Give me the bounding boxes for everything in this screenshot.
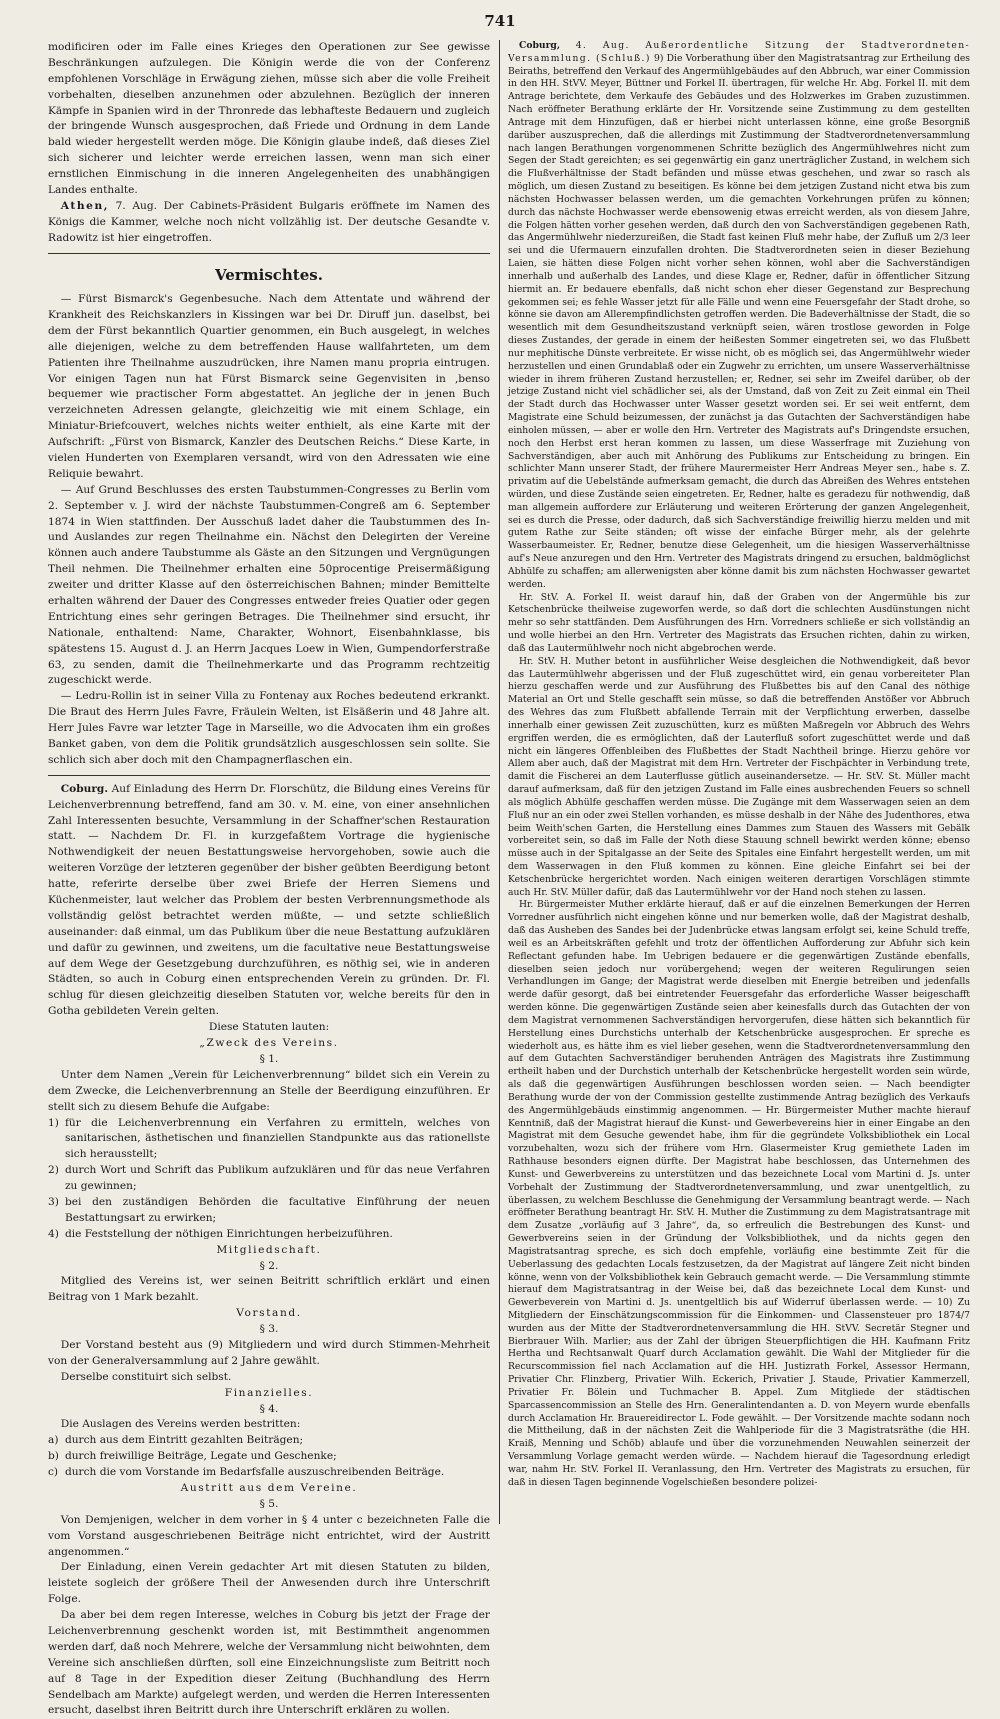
dateline: Coburg. [60,782,109,795]
list-text: für die Leichenverbrennung ein Verfahren zu ermitteln, welches von sanitarischen, ästhetischen und finanziellen Standpunkte aus das rationellste sich herausstellt; [64,1116,490,1161]
article-paragraph: modificiren oder im Falle eines Krieges den Operationen zur See gewisse Beschränkungen aufzulegen. Die Königin werde die von der Conferenz empfohlenen Vorschläge in Erwägung ziehen, müsse sich aber die volle Freiheit vorbehalten, dieselben anzunehmen oder abzulehnen. Bezüglich der inneren Kämpfe in Spanien wird in der Thronrede das lebhafteste Bedauern und zugleich der bringende Wunsch ausgesprochen, daß Friede und Ordnung in dem Lande bald wieder hergestellt werden möge. Die Königin glaube indeß, daß dieses Ziel sich sicherer und leichter werde erreichen lassen, wenn man sich einer ernstlichen Einmischung in die inneren Angelegenheiten des unabhängigen Landes enthalte. [48,41,490,197]
statute-intro: Diese Statuten lauten: [208,1021,330,1034]
article-text: 7. Aug. Der Cabinets-Präsident Bulgaris eröffnete im Namen des Königs die Kammer, welche noch nicht vollzählig ist. Der deutsche Gesandte v. Radowitz ist hier eingetroffen. [48,199,490,244]
article-lead: 4. Aug. Außerordentliche Sitzung der Stadtverordneten-Versammlung. (Schluß.) [508,40,970,64]
statute-list [48,1116,490,1243]
dateline-paragraph [48,199,490,247]
section-rule [48,775,490,776]
statute-list-item [48,1449,490,1465]
statute-list-item [48,1195,490,1227]
list-marker: 3) [48,1195,59,1208]
list-text: durch aus dem Eintritt gezahlten Beiträgen; [64,1434,304,1447]
list-marker: 4) [48,1227,59,1240]
list-text: die Feststellung der nöthigen Einrichtungen herbeizuführen. [64,1227,393,1240]
paragraph-number: § 4. [259,1402,279,1415]
article-paragraph: — Auf Grund Beschlusses des ersten Taubstummen-Congresses zu Berlin vom 2. September v. J. wird der nächste Taubstummen-Congreß am 6. September 1874 in Wien stattfinden. Der Ausschuß ladet daher die Taubstummen des In- und Auslandes zur regen Theilnahme ein. Nächst den Delegirten der Vereine können auch andere Taubstumme als Gäste an den Sitzungen und Vergnügungen Theil nehmen. Die Theilnehmer erhalten eine 50procentige Preisermäßigung zweiter und dritter Klasse auf den österreichischen Bahnen; minder Bemittelte erhalten während der Dauer des Congresses entweder freies Quatier oder gegen Entrichtung eines sehr geringen Betrages. Die Theilnehmer sind ersucht, ihr Nationale, enthaltend: Name, Charakter, Wohnort, Eisenbahnklasse, bis spätestens 15. August d. J. an Herrn Jacques Loew in Wien, Gumpendorferstraße 63, zu senden, damit die Theilnehmerkarte und das Programm rechtzeitig zugeschickt werde. [48,483,490,687]
statute-text: Die Auslagen des Vereins werden bestritten: [60,1418,301,1431]
paragraph-number: § 1. [259,1052,279,1065]
section-heading: Vermischtes. [215,265,323,284]
list-marker: c) [48,1466,59,1479]
column-rule [499,40,500,1524]
dateline-paragraph [508,40,970,592]
article-paragraph: Hr. Bürgermeister Muther erklärte hierauf, daß er auf die einzelnen Bemerkungen der Herren Vorredner ausführlich nicht eingehen könne und nur bemerken wolle, daß der Magistrat deshalb, daß das Ausheben des Sandes bei der Judenbrücke etwas langsam erfolgt sei, keine Schuld treffe, weil es an Arbeitskräften gefehlt und trotz der öffentlichen Aufforderung zur Abfuhr sich kein Reflectant gefunden habe. Im Uebrigen bedauere er die gegenwärtigen Zustände ebenfalls, dieselben seien jedoch nur vorübergehend; wegen der weiteren Regulirungen seien Verhandlungen im Gange; der Magistrat werde dieselben mit Energie betreiben und jedenfalls werde dafür gesorgt, daß bei eintretender Feuersgefahr das erforderliche Wasser beigeschafft werden könne. Die gegenwärtigen Zustände seien aber keinesfalls durch das Gutachten der von dem Magistrat vernommenen Sachverständigen hervorgerufen, diese hätten sich bekanntlich für Herstellung eines Durchstichs unterhalb der Ketschenbrücke ausgesprochen. Er spreche es wiederholt aus, es hätte ihm es viel lieber gesehen, wenn die Stadtverordnetenversammlung den auf dem Gutachten Sachverständiger beruhenden Anträgen des Magistrats ihre Zustimmung ertheilt haben und der Durchstich unterhalb der Ketschenbrücke hergestellt worden sein würde, als daß die gegenwärtigen Ausführungen beschlossen worden seien. — Nach beendigter Berathung wurde der von der Commission gestellte zustimmende Antrag bezüglich des Verkaufs des Angermühlgebäuds einstimmig angenommen. — Hr. Bürgermeister Muther machte hierauf Kenntniß, daß der Magistrat hierauf die Kunst- und Gewerbevereins hier in einer Eingabe an den Magistrat mit dem Gesuche gewendet habe, ihm für die gegründete Volksbibliothek ein Local vorzubehalten, wozu sich der frühere vom Hrn. Glasermeister Krug gemiethete Laden im Rathhause besonders eignen dürfte. Der Magistrat habe beschlossen, das Unternehmen des Kunst- und Gewerbvereins zu unterstützen und das bezeichnete Local vom Martini d. Js. unter Vorbehalt der Zustimmung der Stadtverordnetenversammlung, und zwar unentgeltlich, zu überlassen, zu welchem Beschlusse die Genehmigung der Versammlung beantragt werde. — Nach eröffneter Berathung beantragt Hr. StV. H. Muther die Zustimmung zu dem Magistratsantrage mit dem Zusatze „vorläufig auf 3 Jahre“, da, so erfreulich die Bestrebungen des Kunst- und Gewerbvereins seien in der Gründung der Volksbibliothek, und da nichts gegen den Magistratsantrag spreche, es sich doch empfehle, vorläufig eine bestimmte Zeit für die Ueberlassung des gedachten Locals festzusetzen, da der Magistrat auf längere Zeit nicht binden könne, wenn von der Volksbibliothek kein Gebrauch gemacht werde. — Die Versammlung stimmte hierauf dem Magistratsantrag in der Weise bei, daß das bezeichnete Local dem Kunst- und Gewerbeverein von Martini d. Js. unentgeltlich bis auf Widerruf überlassen werde. — 10) Zu Mitgliedern der Einschätzungscommission für die Einkommen- und Classensteuer pro 1874/7 wurden aus der Mitte der Stadtverordnetenversammlung die HH. StVV. Secretär Stegner und Bierbrauer Wilh. Marlier; aus der Zahl der übrigen Steuerpflichtigen die HH. Kaufmann Fritz Hertha und Rechtsanwalt Quarf durch Acclamation gewählt. Die Wahl der Mitglieder für die Recurscommission fiel nach Acclamation auf die HH. Justizrath Forkel, Assessor Hermann, Privatier Chr. Flinzberg, Privatier Wilh. Eckerich, Privatier J. Staude, Privatier Kammerzell, Privatier Fr. Bölein und Tuchmacher B. Appel. Zum Mitgliede der städtischen Sparcassencommission an Stelle des Hrn. Generalintendanten a. D. von Meyern wurde ebenfalls durch Acclamation Hr. Brauereidirector L. Fode gewählt. — Der Vorsitzende machte sodann noch die Mittheilung, daß in der nächsten Zeit die Wahlperiode für die 3 Magistratsräthe (die HH. Kraiß, Menning und Schöb) ablaufe und über die vorzunehmenden Neuwahlen seinerzeit der Versammlung Vorlage gemacht werden würde. — Nachdem hierauf die Tagesordnung erledigt war, nahm Hr. StV. Forkel II. Veranlassung, den Hrn. Vertreter des Magistrats zu ersuchen, für daß in diesen Tagen beginnende Vogelschießen besondere polizei- [508,899,970,1488]
list-text: durch freiwillige Beiträge, Legate und Geschenke; [64,1450,337,1463]
paragraph-number: § 5. [259,1497,279,1510]
paragraph-number: § 2. [259,1259,279,1272]
left-column [48,40,490,1717]
statute-list-item [48,1227,490,1243]
section-rule [48,253,490,254]
statute-list-item [48,1433,490,1449]
statute-list-item [48,1465,490,1481]
statute-heading: Austritt aus dem Vereine. [180,1481,358,1494]
statute-heading: Finanzielles. [224,1386,314,1399]
paragraph-number: § 3. [259,1323,279,1336]
statute-text: Von Demjenigen, welcher in dem vorher in § 4 unter c bezeichneten Falle die vom Vorstand ausgeschriebenen Beiträge nicht entrichtet, wird der Austritt angenommen.“ [48,1513,490,1558]
article-text: Auf Einladung des Herrn Dr. Florschütz, die Bildung eines Vereins für Leichenverbrennung betreffend, fand am 30. v. M. eine, von einer ansehnlichen Zahl Interessenten besuchte, Versammlung in der Schaffner'schen Restauration statt. — Nachdem Dr. Fl. in kurzgefaßtem Vortrage die hygienische Nothwendigkeit der neuen Bestattungsweise hervorgehoben, sowie auch die weiteren Vorzüge der letzteren gegenüber der bisher geübten Beerdigung betont hatte, referirte derselbe über zwei Briefe der Herren Siemens und Küchenmeister, laut welcher das Problem der besten Verbrennungsmethode als vollständig gelöst betrachtet werden müßte, — und setzte schließlich auseinander: daß einmal, um das Publikum über die neue Bestattung aufzuklären und dafür zu gewinnen, und zweitens, um die facultative neue Bestattungsweise auf dem Wege der Gesetzgebung durchzuführen, es nöthig sei, wie in anderen Städten, so auch in Coburg einen entsprechenden Verein zu gründen. Dr. Fl. schlug für diesen gleichzeitig dieselben Statuten vor, welche bereits für den in Gotha gebildeten Verein gelten. [48,782,490,1018]
list-marker: b) [48,1450,59,1463]
article-paragraph: Hr. StV. H. Muther betont in ausführlicher Weise desgleichen die Nothwendigkeit, daß bevor das Lautermühlwehr abgerissen und der Fluß zugeschüttet wird, ein genau vorbereiteter Plan hierzu geschaffen werde und zur Ausführung des Flußbettes bis auf den Canal des nöthige Material an Ort und Stelle geschafft sein müsse, so daß die betreffenden Anstößer vor Abbruch des Wehres das zum Flußbett abfallende Terrain mit der Verpflichtung erwerben, dasselbe innerhalb einer gewissen Zeit zuzuschütten, kurz es müßten Maßregeln vor Abbruch des Wehrs ergriffen werden, die es ermöglichten, daß der Lauterfluß sofort zugeschüttet werde und daß nicht ein längeres Offenbleiben des Flußbettes der Stadt Nachtheil bringe. Hierzu gehöre vor Allem aber auch, daß der Magistrat mit dem Hrn. Vertreter der Fischpächter in Verbindung trete, damit die Fischerei an dem Lauterflusse gütlich auseinandersetze. — Hr. StV. St. Müller macht darauf aufmerksam, daß für den jetzigen Zustand im Falle eines ausbrechenden Feuers so schnell als möglich Abhülfe geschaffen werden müsse. Die Zugänge mit dem Wasserwagen seien an dem Fluß nur an ein oder zwei Stellen vorhanden, es müsse deshalb in der Nähe des Judenthores, etwa beim Weith'schen Garten, die Herstellung eines Dammes zum Stauen des Wassers mit Gebälk vorbereitet sein, so daß im Falle der Noth diese Stauung schnell bewirkt werden könne; ebenso müsse auch in der Spitalgasse an der Seite des Spitales eine Einfahrt hergestellt werden, um mit dem Wasserwagen in den Fluß kommen zu können. Eine gleiche Einfahrt sei bei der Ketschenbrücke hergerichtet worden. Nach einigen weiteren derartigen Vorschlägen stimmte auch Hr. StV. Müller dafür, daß das Lautermühlwehr vor der Hand noch stehen zu lassen. [508,655,970,898]
list-marker: 2) [48,1164,59,1177]
list-text: durch Wort und Schrift das Publikum aufzuklären und für das neue Verfahren zu gewinnen; [64,1164,490,1193]
article-paragraph: Da aber bei dem regen Interesse, welches in Coburg bis jetzt der Frage der Leichenverbrennung geschenkt worden ist, mit Bestimmtheit angenommen werden darf, daß noch Mehrere, welche der Versammlung nicht beiwohnten, dem Vereine sich anschließen dürften, soll eine Einzeichnungsliste zum Beitritt noch auf 8 Tage in der Expedition dieser Zeitung (Buchhandlung des Herrn Sendelbach am Markte) aufgelegt werden, und werden die Herren Interessenten ersucht, daselbst ihren Beitritt durch ihre Unterschrift erklären zu wollen. [48,1609,490,1717]
dateline: Athen, [60,199,110,212]
article-paragraph: Der Einladung, einen Verein gedachter Art mit diesen Statuten zu bilden, leistete sogleich der größere Theil der Anwesenden durch ihre Unterschrift Folge. [48,1561,490,1606]
statute-text: Derselbe constituirt sich selbst. [60,1370,232,1383]
statute-list-item [48,1163,490,1195]
list-text: bei den zuständigen Behörden die facultative Einführung der neuen Bestattungsart zu erwirken; [64,1195,490,1224]
list-text: durch die vom Vorstande im Bedarfsfalle auszuschreibenden Beiträge. [64,1466,445,1479]
page-number: 741 [484,12,516,30]
dateline-paragraph [48,782,490,1020]
article-paragraph: — Ledru-Rollin ist in seiner Villa zu Fontenay aux Roches bedeutend erkrankt. Die Braut des Herrn Jules Favre, Fräulein Welten, ist Elsäßerin und 48 Jahre alt. Herr Jules Favre war letzter Tage in Marseille, wo die Advocaten ihm ein großes Banket gaben, von dem die Politik grundsätzlich ausgeschlossen sein sollte. Sie schlich sich aber doch mit den Champagnerflaschen ein. [48,690,490,766]
article-text: 9) Die Vorberathung über den Magistratsantrag zur Ertheilung des Beiraths, betreffend den Verkauf des Angermühlgebäudes auf den Abbruch, war einer Commission in den HH. StVV. Meyer, Büttner und Forkel II. übertragen, für welche Hr. Abg. Forkel II. mit dem Antrage berichtete, dem Verkaufe des Gebäudes und des Holzwerkes im Graben zuzustimmen. Nach eröffneter Berathung erklärte der Hr. Vorsitzende seine Zustimmung zu dem gestellten Antrage mit dem Hinzufügen, daß er hierbei nicht unterlassen könne, eine große Besorgniß darüber auszusprechen, daß die allerdings mit Zustimmung der Stadtverordnetenversammlung nach langen Berathungen vorgenommenen Schritte bezüglich des Angermühlwehres nicht zum Segen der Stadt gereichten; es sei gegenwärtig ein ganz unerträglicher Zustand, in welchem sich die Flußverhältnisse der Stadt befänden und müsse etwas geschehen, und zwar so rasch als möglich, um diesen Zustand zu beseitigen. Es könne bei dem jetzigen Zustand nicht etwa bis zum nächsten Hochwasser belassen werden, um die gemachten Vorkehrungen prüfen zu können; durch das nächste Hochwasser werde ebensowenig etwas erreicht werden, als von diesem Jahre, die Folgen hätten vorher gesehen werden, daß durch den von Sachverständigen gegebenen Rath, das Angermühlwehr niederzureißen, die Stadt fast keinen Fluß mehr habe, der Zufluß um 2/3 leer sei und die Ufermauern einzufallen drohten. Die Stadtverordneten seien in dieser Beziehung Laien, sie hätten diese Folgen nicht vorher sehen können, wohl aber die Sachverständigen innerhalb und außerhalb des Landes, und diese Klage er, Redner, dafür in öffentlicher Sitzung hiermit an. Er bedauere ebenfalls, daß nicht schon eher dieser Gegenstand zur Besprechung gekommen sei; es fehle Wasser jetzt für alle Fälle und wenn eine Feuersgefahr der Stadt drohe, so könne sie davon am Allerempfindlichsten getroffen werden. Die Badeverhältnisse der Stadt, die so wesentlich mit dem Gesundheitszustand verknüpft seien, wären trostlose geworden in Folge dieses Zustandes, der gerade in einem der heißesten Sommer eingetreten sei, wo das Flußbett nur mephitische Dünste verbreitete. Er wisse nicht, ob es möglich sei, das Angermühlwehr wieder herzustellen und einen Grundablaß oder ein Zugwehr zu errichten, um unsere Wasserverhältnisse wieder in ihrem früheren Zustand herzustellen; er, Redner, sei sehr im Zweifel darüber, ob der jetzige Zustand nicht viel schädlicher sei, als der Umstand, daß von Zeit zu Zeit einmal ein Theil der Stadt durch das Hochwasser unter Wasser gesetzt worden sei. Er sei weit entfernt, dem Magistrate eine Schuld beizumessen, der zunächst ja das Gutachten der Sachverständigen habe einholen müssen, — aber er wolle den Hrn. Vertreter des Magistrats auf's Dringendste ersuchen, noch den Herbst erst heran kommen zu lassen, um diese Wasserfrage mit Zuziehung von Sachverständigen, aber auch mit Anhörung des Publikums zur Entscheidung zu bringen. Ein schlichter Mann unserer Stadt, der frühere Maurermeister Herr Andreas Meyer sen., habe s. Z. privatim auf die Uebelstände aufmerksam gemacht, die durch das Abreißen des Wehres entstehen würden, und diese Zustände seien eingetreten. Er, Redner, halte es geradezu für nothwendig, daß man allgemein auffordere zur Erläuterung und weiteren Erörterung der ganzen Angelegenheit, sei es durch die Presse, oder dadurch, daß sich Sachverständige freiwillig hierzu melden und mit gutem Rathe zur Seite ständen; oft wisse der einfache Bürger mehr, als der gelehrte Wasserbaumeister. Er, Redner, benutze diese Gelegenheit, um die hiesigen Wasserverhältnisse auf's Neue anzuregen und den Hrn. Vertreter des Magistrats dringend zu ersuchen, baldmöglichst Abhülfe zu schaffen; am allerwenigsten aber könne damit bis zum nächsten Hochwasser gewartet werden. [508,52,970,590]
statute-heading: „Zweck des Vereins. [199,1037,339,1050]
statute-text: Mitglied des Vereins ist, wer seinen Beitritt schriftlich erklärt und einen Beitrag von 1 Mark bezahlt. [48,1275,490,1304]
statute-heading: Vorstand. [236,1307,302,1320]
right-column [508,40,970,1524]
statute-list [48,1433,490,1481]
list-marker: 1) [48,1116,59,1129]
statute-text: Der Vorstand besteht aus (9) Mitgliedern und wird durch Stimmen-Mehrheit von der Generalversammlung auf 2 Jahre gewählt. [48,1338,490,1367]
article-paragraph: — Fürst Bismarck's Gegenbesuche. Nach dem Attentate und während der Krankheit des Reichskanzlers in Kissingen war bei Dr. Diruff jun. daselbst, bei dem der Fürst bekanntlich Quartier genommen, ein Buch ausgelegt, in welches alle diejenigen, welche zu dem betreffenden Hause wallfahrteten, um dem Patienten ihre Theilnahme auszudrücken, ihre Namen manu propria eintrugen. Vor einigen Tagen nun hat Fürst Bismarck seine Gegenvisiten in ‚benso bequemer wie practischer Form abgestattet. An jegliche der in jenen Buch verzeichneten Adressen gelangte, gleichzeitig wie mit einem Schlage, ein Miniatur-Briefcouvert, welches nichts weiter enthielt, als eine Karte mit der Aufschrift: „Fürst von Bismarck, Kanzler des Deutschen Reichs.“ Diese Karte, in vielen Hunderten von Exemplaren versandt, wird von den Adressaten wie eine Reliquie bewahrt. [48,293,490,480]
statute-list-item [48,1116,490,1164]
dateline: Coburg, [519,40,561,51]
statute-heading: Mitgliedschaft. [216,1243,322,1256]
list-marker: a) [48,1434,59,1447]
statute-text: Unter dem Namen „Verein für Leichenverbrennung“ bildet sich ein Verein zu dem Zwecke, die Leichenverbrennung an Stelle der Beerdigung einzuführen. Er stellt sich zu diesem Behufe die Aufgabe: [48,1068,490,1113]
article-paragraph: Hr. StV. A. Forkel II. weist darauf hin, daß der Graben von der Angermühle bis zur Ketschenbrücke theilweise zugeworfen werde, so daß dort die schlechten Ausdünstungen nicht mehr so sehr stattfänden. Dem Ausführungen des Hrn. Vorredners schließe er sich vollständig an und wolle hierbei an den Hrn. Vertreter des Magistrats das Ersuchen richten, dahin zu wirken, daß das Lautermühlwehr noch nicht abgebrochen werde. [508,591,970,654]
